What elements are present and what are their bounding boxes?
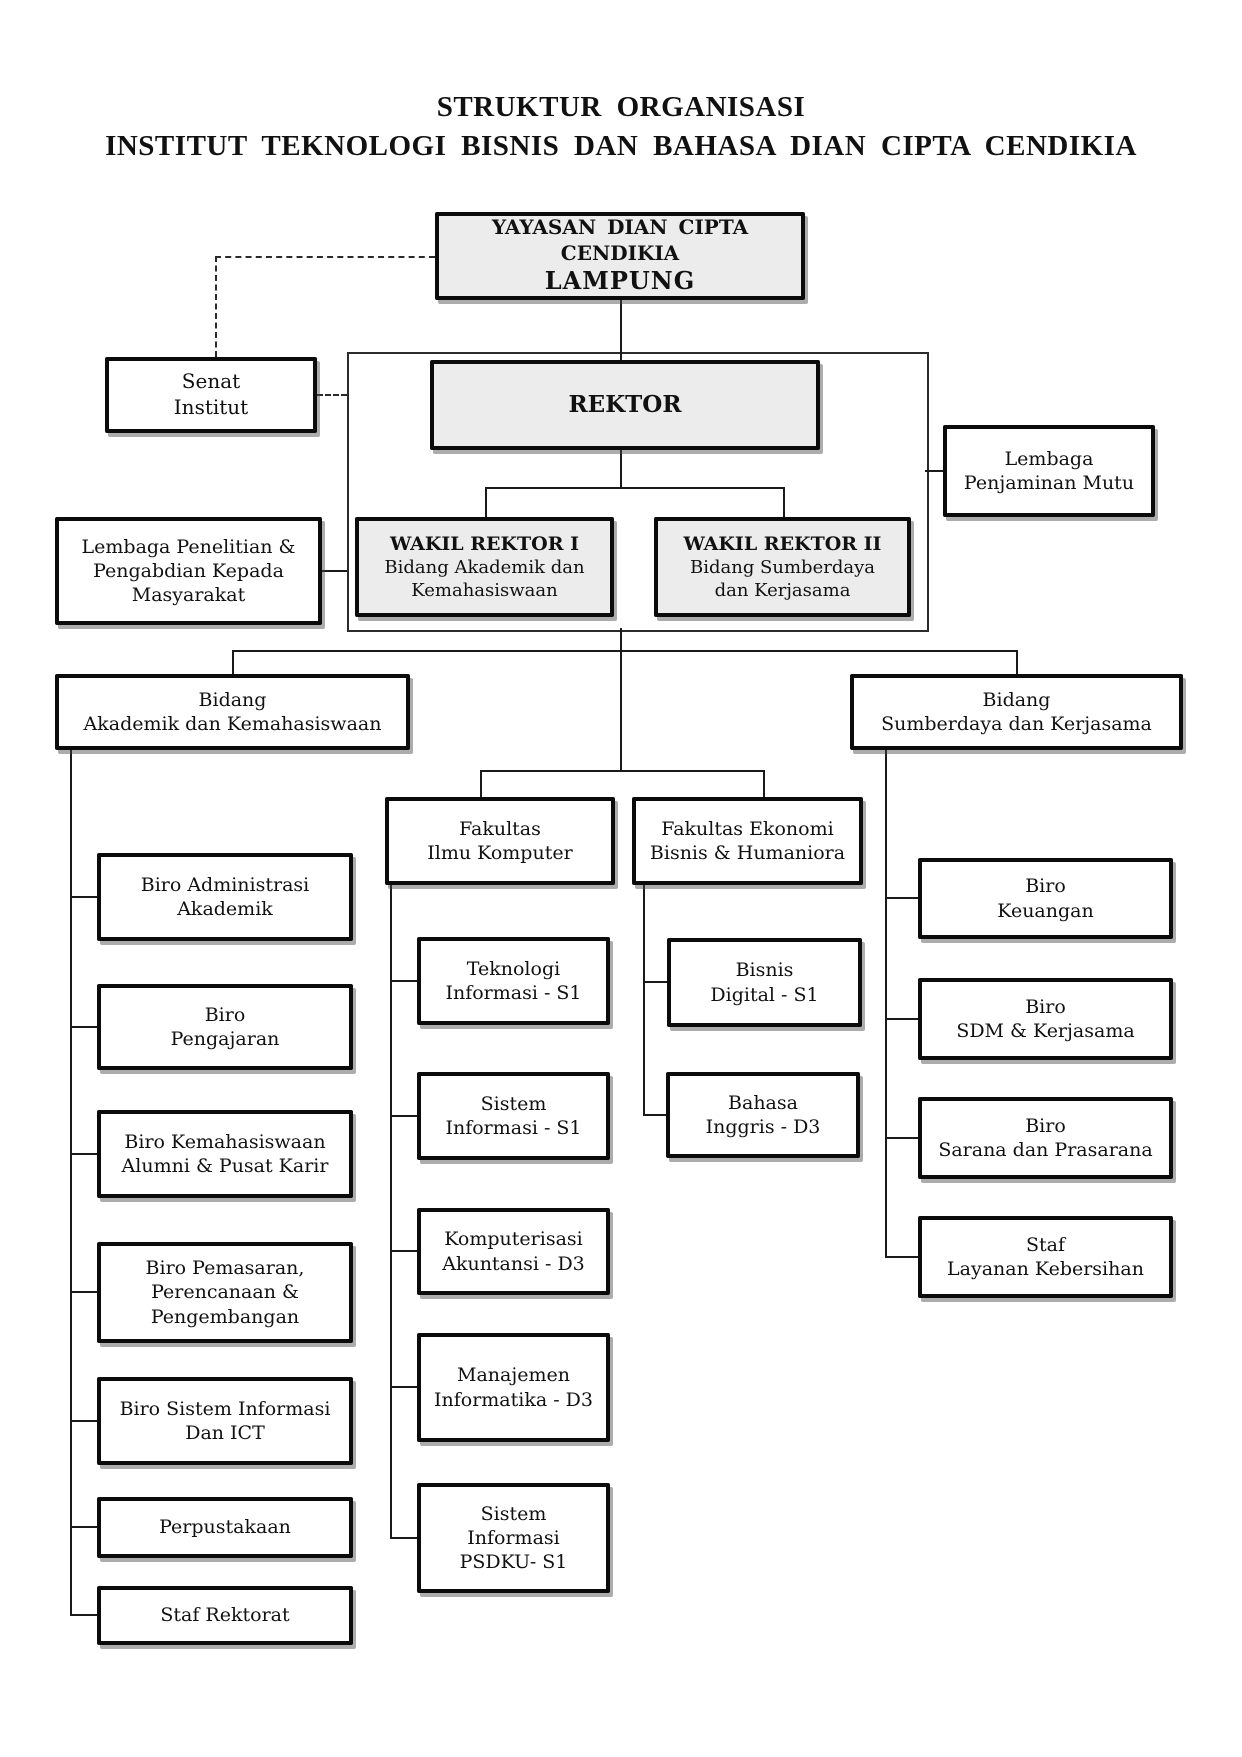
node-senat-institut xyxy=(105,357,317,433)
node-bidang-akademik-line1: Bidang xyxy=(198,688,267,711)
node-yayasan-line2: LAMPUNG xyxy=(544,266,696,296)
node-biro-sarana-line1: Biro xyxy=(1025,1114,1066,1137)
node-si-line2: Informasi - S1 xyxy=(445,1117,582,1139)
node-lppm-line2: Pengabdian Kepada xyxy=(93,559,284,582)
connector-stub-bahasa-inggris xyxy=(643,1114,666,1116)
node-ka-line1: Komputerisasi xyxy=(444,1228,583,1251)
node-rektor-label: REKTOR xyxy=(568,391,682,419)
node-biro-administrasi-line1: Biro Administrasi xyxy=(140,873,310,896)
node-ti-line1: Teknologi xyxy=(466,957,561,980)
node-bahasa-inggris-line2: Inggris - D3 xyxy=(705,1116,821,1138)
connector-wakil1-drop xyxy=(485,487,487,517)
page-title-line2: INSTITUT TEKNOLOGI BISNIS DAN BAHASA DIAN CIPTA CENDIKIA xyxy=(105,130,1137,163)
node-biro-administrasi-line2: Akademik xyxy=(177,898,273,920)
node-perpustakaan xyxy=(97,1497,353,1558)
node-rektor xyxy=(430,360,820,450)
page-title xyxy=(0,88,1242,166)
node-bidang-sumberdaya-line1: Bidang xyxy=(982,688,1051,711)
connector-fik-drop xyxy=(480,770,482,797)
node-wakil1-line2: Kemahasiswaan xyxy=(411,580,558,602)
node-lembaga-penjaminan-mutu xyxy=(943,425,1155,517)
connector-yayasan-senat-v xyxy=(215,256,217,357)
node-manajemen-informatika-d3 xyxy=(417,1333,610,1442)
node-wakil2-line2: dan Kerjasama xyxy=(714,580,851,602)
node-wakil1-title: WAKIL REKTOR I xyxy=(389,532,579,555)
connector-frame-lpm xyxy=(925,470,943,472)
node-ka-line2: Akuntansi - D3 xyxy=(442,1252,585,1275)
node-biro-administrasi-akademik xyxy=(97,853,353,941)
node-wakil-rektor-2 xyxy=(654,517,911,617)
connector-fakultas-split xyxy=(480,770,763,772)
node-psdku-line1: Sistem xyxy=(480,1502,547,1525)
node-sistem-informasi-psdku xyxy=(417,1483,610,1593)
connector-right-trunk xyxy=(885,750,887,1257)
node-biro-sdm-line1: Biro xyxy=(1025,995,1066,1018)
node-bidang-akademik xyxy=(55,674,410,750)
node-wakil-rektor-1 xyxy=(355,517,614,617)
node-senat-line2: Institut xyxy=(173,395,249,419)
node-komputerisasi-akuntansi-d3 xyxy=(417,1208,610,1295)
node-biro-si-ict-line1: Biro Sistem Informasi xyxy=(119,1397,331,1420)
connector-stub-ti xyxy=(390,980,417,982)
connector-stub-biro-kemahasiswaan xyxy=(70,1153,97,1155)
connector-stub-biro-sarana xyxy=(885,1137,918,1139)
node-staf-rektorat-label: Staf Rektorat xyxy=(160,1604,290,1627)
node-bisnis-digital-line2: Digital - S1 xyxy=(710,983,819,1006)
connector-rektor-drop xyxy=(620,450,622,487)
connector-left-trunk xyxy=(70,750,72,1615)
connector-stub-biro-pemasaran xyxy=(70,1291,97,1293)
node-bahasa-inggris-line1: Bahasa xyxy=(728,1091,798,1114)
node-sistem-informasi-s1 xyxy=(417,1072,610,1160)
node-bisnis-digital-line1: Bisnis xyxy=(735,959,794,982)
node-biro-pemasaran-line1: Biro Pemasaran, xyxy=(145,1257,305,1280)
node-feb-line2: Bisnis & Humaniora xyxy=(649,842,846,864)
node-biro-pemasaran xyxy=(97,1242,353,1343)
connector-stub-staf-rektorat xyxy=(70,1614,97,1616)
node-fakultas-ilmu-komputer xyxy=(385,797,615,885)
node-biro-keuangan-line1: Biro xyxy=(1025,875,1066,898)
node-biro-sistem-informasi-ict xyxy=(97,1377,353,1465)
node-staf-rektorat xyxy=(97,1586,353,1645)
connector-wakil2-drop xyxy=(783,487,785,517)
node-biro-si-ict-line2: Dan ICT xyxy=(185,1422,265,1444)
node-biro-pemasaran-line2: Perencanaan & xyxy=(151,1281,299,1304)
node-biro-keuangan xyxy=(918,858,1173,939)
connector-stub-bisnis-digital xyxy=(643,981,667,983)
connector-feb-trunk xyxy=(643,885,645,1115)
connector-stub-psdku xyxy=(390,1537,417,1539)
connector-wakil-split xyxy=(485,487,783,489)
node-biro-kemahasiswaan-line1: Biro Kemahasiswaan xyxy=(124,1130,326,1153)
node-psdku-line3: PSDKU- S1 xyxy=(459,1551,568,1574)
node-staf-kebersihan-line2: Layanan Kebersihan xyxy=(947,1258,1144,1280)
node-biro-pengajaran-line1: Biro xyxy=(204,1003,246,1026)
connector-yayasan-rektor xyxy=(620,300,622,360)
node-bidang-sumberdaya-line2: Sumberdaya dan Kerjasama xyxy=(881,713,1152,735)
node-mi-line1: Manajemen xyxy=(457,1364,570,1387)
node-bisnis-digital-s1 xyxy=(667,938,862,1027)
connector-yayasan-senat-h xyxy=(215,256,435,258)
connector-stub-si xyxy=(390,1115,417,1117)
node-staf-kebersihan-line1: Staf xyxy=(1025,1233,1065,1256)
node-biro-pemasaran-line3: Pengembangan xyxy=(150,1305,300,1328)
node-mi-line2: Informatika - D3 xyxy=(433,1388,593,1411)
connector-stub-biro-pengajaran xyxy=(70,1026,97,1028)
connector-stub-biro-si-ict xyxy=(70,1420,97,1422)
node-biro-sarana-line2: Sarana dan Prasarana xyxy=(938,1139,1153,1161)
node-wakil1-line1: Bidang Akademik dan xyxy=(384,557,585,579)
node-si-line1: Sistem xyxy=(480,1092,547,1115)
node-biro-kemahasiswaan xyxy=(97,1110,353,1198)
node-senat-line1: Senat xyxy=(181,369,241,394)
node-teknologi-informasi-s1 xyxy=(417,937,610,1025)
connector-senat-frame xyxy=(317,394,347,396)
node-yayasan xyxy=(435,212,805,300)
node-biro-kemahasiswaan-line2: Alumni & Pusat Karir xyxy=(121,1155,329,1177)
connector-stub-staf-kebersihan xyxy=(885,1256,918,1258)
connector-feb-drop xyxy=(763,770,765,797)
node-biro-sdm-kerjasama xyxy=(918,978,1173,1060)
connector-bidang-split xyxy=(232,650,1016,652)
node-biro-sarana-prasarana xyxy=(918,1097,1173,1179)
node-staf-layanan-kebersihan xyxy=(918,1216,1173,1298)
connector-lppm-frame xyxy=(322,570,347,572)
node-perpustakaan-label: Perpustakaan xyxy=(159,1516,291,1539)
node-ti-line2: Informasi - S1 xyxy=(445,982,582,1004)
node-bahasa-inggris-d3 xyxy=(666,1072,860,1158)
node-wakil2-title: WAKIL REKTOR II xyxy=(683,532,882,555)
connector-stub-ka xyxy=(390,1250,417,1252)
connector-stub-mi xyxy=(390,1386,417,1388)
connector-stub-biro-keuangan xyxy=(885,897,918,899)
node-fakultas-ekonomi-bisnis-humaniora xyxy=(632,797,863,885)
node-bidang-akademik-line2: Akademik dan Kemahasiswaan xyxy=(83,713,382,735)
node-biro-sdm-line2: SDM & Kerjasama xyxy=(956,1020,1135,1042)
node-biro-pengajaran xyxy=(97,984,353,1070)
node-wakil2-line1: Bidang Sumberdaya xyxy=(689,557,875,579)
node-yayasan-line1: YAYASAN DIAN CIPTA CENDIKIA xyxy=(491,215,749,265)
connector-stub-biro-sdm xyxy=(885,1018,918,1020)
node-lppm-line3: Masyarakat xyxy=(131,584,246,607)
node-psdku-line2: Informasi xyxy=(467,1526,560,1549)
node-lpm-line2: Penjaminan Mutu xyxy=(963,472,1135,494)
connector-fik-trunk xyxy=(390,885,392,1538)
page-title-line1: STRUKTUR ORGANISASI xyxy=(436,91,806,123)
node-bidang-sumberdaya xyxy=(850,674,1183,750)
node-fik-line2: Ilmu Komputer xyxy=(427,842,573,864)
connector-stub-biro-administrasi xyxy=(70,896,97,898)
connector-bidang-akademik-drop xyxy=(232,650,234,674)
node-biro-pengajaran-line2: Pengajaran xyxy=(170,1028,280,1050)
connector-stub-perpustakaan xyxy=(70,1526,97,1528)
node-feb-line1: Fakultas Ekonomi xyxy=(661,817,834,840)
node-lembaga-penelitian xyxy=(55,517,322,625)
node-biro-keuangan-line2: Keuangan xyxy=(997,899,1094,922)
node-lppm-line1: Lembaga Penelitian & xyxy=(81,535,296,558)
node-lpm-line1: Lembaga xyxy=(1004,447,1094,470)
connector-bidang-sumberdaya-drop xyxy=(1016,650,1018,674)
node-fik-line1: Fakultas xyxy=(459,817,541,840)
